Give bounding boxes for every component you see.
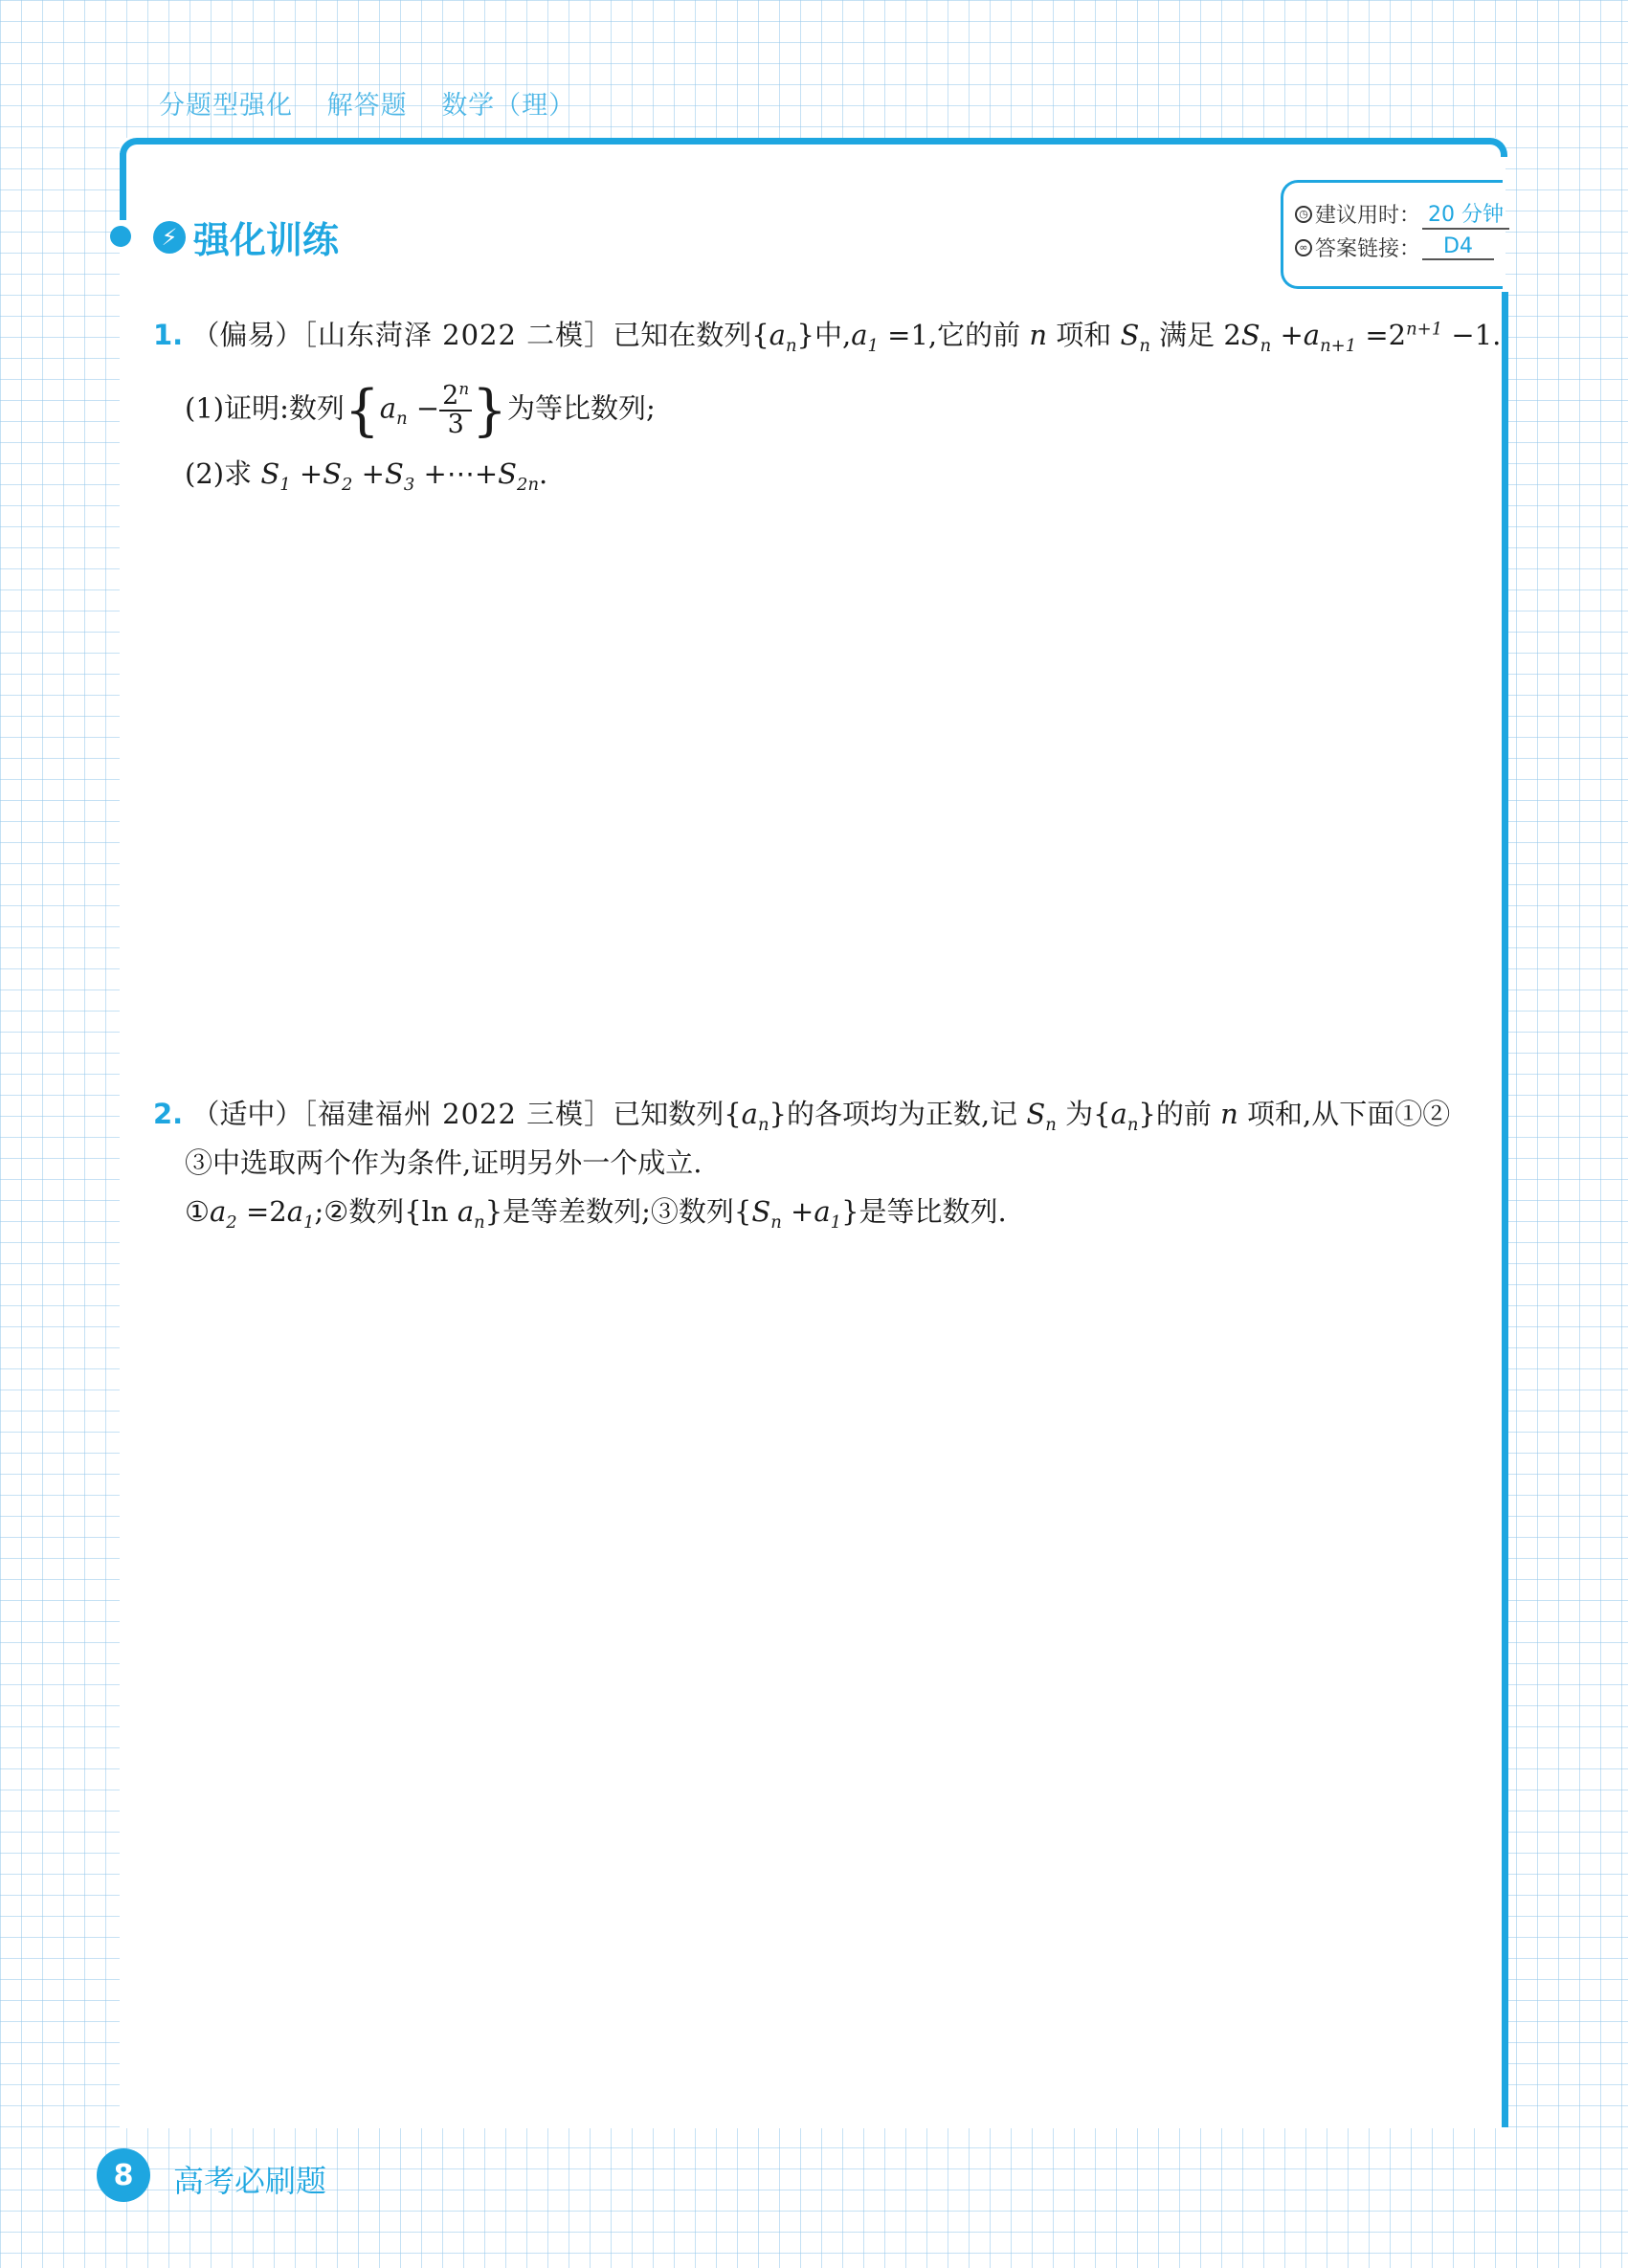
- clock-icon: ◷: [1295, 206, 1312, 223]
- question-2-difficulty: （适中）: [191, 1098, 303, 1130]
- frame-left-border: [120, 153, 126, 220]
- footer-brand: 高考必刷题: [173, 2163, 327, 2199]
- question-2-conditions: $①a_2$ $=2a_1;②$数列{ln $a_n$}是等差数列;③数列$\{S_n +a_1\}$是等比数列.: [185, 1195, 1007, 1233]
- question-2-text-line1: 已知数列$\{a_n\}$的各项均为正数,记 $S_n$ 为$\{a_n\}$的前 n 项和,从下面①②: [613, 1098, 1451, 1135]
- answer-link-row: [1295, 233, 1494, 262]
- question-2-text-line2: ③中选取两个作为条件,证明另外一个成立.: [185, 1146, 702, 1179]
- question-1-stem: [153, 319, 1501, 356]
- question-1-text: 已知在数列$\{a_n\}$中$,a_1 =1$,它的前 n 项和 $S_n$ 满足 $2S_n +a_{n+1} =2^{n+1} -1$.: [613, 319, 1502, 356]
- question-1-part-2: (2)求 $S_1 +S_2 +S_3$ $+\cdots+S_{2n}$.: [185, 457, 548, 495]
- question-2-number: 2.: [153, 1098, 184, 1130]
- page-number-badge: 8: [97, 2148, 150, 2202]
- answer-link-value[interactable]: D4: [1422, 234, 1494, 260]
- frame-dot: [110, 226, 131, 247]
- crumb-type: 解答题: [326, 91, 408, 121]
- answer-link-label: 答案链接：: [1315, 237, 1421, 261]
- link-icon: ∞: [1295, 239, 1312, 256]
- crumb-category: 分题型强化: [159, 91, 293, 121]
- suggested-time-row: [1295, 198, 1509, 230]
- frame-top-border: [120, 138, 1507, 157]
- suggested-time-value: 20 分钟: [1422, 198, 1509, 230]
- question-1-difficulty: （偏易）: [191, 319, 303, 351]
- frame-right-border: [1502, 292, 1508, 2127]
- fraction: $\frac{2^n}{3}$: [439, 381, 472, 439]
- question-1-part-1: (1)证明:数列{$a_n$ − $\frac{2^n}{3}$ }为等比数列;: [185, 377, 656, 443]
- timer-box: [1281, 180, 1503, 289]
- question-2-stem: [153, 1098, 1450, 1135]
- header-breadcrumb: [159, 84, 600, 122]
- lightning-icon: ⚡: [153, 221, 186, 254]
- suggested-time-label: 建议用时：: [1315, 204, 1421, 228]
- question-1-source: ［山东菏泽 2022 二模］: [302, 319, 613, 351]
- section-title-text: 强化训练: [193, 219, 340, 261]
- question-1-number: 1.: [153, 319, 184, 351]
- question-2-source: ［福建福州 2022 三模］: [302, 1098, 613, 1130]
- section-title: [153, 211, 339, 263]
- crumb-subject: 数学（理）: [441, 91, 576, 121]
